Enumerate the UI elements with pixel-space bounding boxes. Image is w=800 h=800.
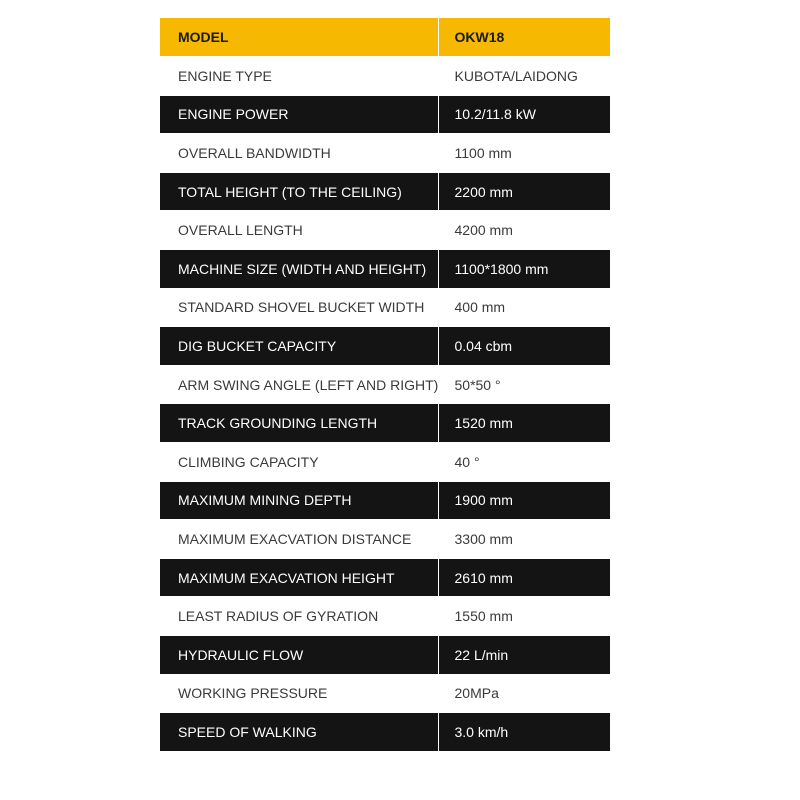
table-row xyxy=(160,443,610,482)
header-label-cell: MODEL xyxy=(160,18,438,57)
table-row xyxy=(160,57,610,96)
spec-label: ARM SWING ANGLE (LEFT AND RIGHT) xyxy=(160,365,438,404)
spec-value: 22 L/min xyxy=(438,636,610,675)
spec-label: SPEED OF WALKING xyxy=(160,713,438,752)
spec-label: WORKING PRESSURE xyxy=(160,674,438,713)
spec-value: 1100 mm xyxy=(438,134,610,173)
spec-label: STANDARD SHOVEL BUCKET WIDTH xyxy=(160,288,438,327)
spec-label: ENGINE TYPE xyxy=(160,57,438,96)
spec-value: 2610 mm xyxy=(438,558,610,597)
table-row xyxy=(160,365,610,404)
table-row xyxy=(160,597,610,636)
spec-label: MAXIMUM MINING DEPTH xyxy=(160,481,438,520)
spec-value: 3300 mm xyxy=(438,520,610,559)
spec-label: LEAST RADIUS OF GYRATION xyxy=(160,597,438,636)
spec-table xyxy=(160,18,610,751)
spec-value: 1550 mm xyxy=(438,597,610,636)
table-row xyxy=(160,288,610,327)
table-row xyxy=(160,713,610,752)
spec-value: KUBOTA/LAIDONG xyxy=(438,57,610,96)
spec-value: 10.2/11.8 kW xyxy=(438,95,610,134)
spec-value: 50*50 ° xyxy=(438,365,610,404)
table-row xyxy=(160,250,610,289)
table-row xyxy=(160,520,610,559)
table-row xyxy=(160,134,610,173)
spec-label: OVERALL BANDWIDTH xyxy=(160,134,438,173)
spec-value: 2200 mm xyxy=(438,172,610,211)
spec-label: CLIMBING CAPACITY xyxy=(160,443,438,482)
table-row xyxy=(160,211,610,250)
spec-label: MAXIMUM EXACVATION HEIGHT xyxy=(160,558,438,597)
table-row xyxy=(160,674,610,713)
spec-value: 20MPa xyxy=(438,674,610,713)
spec-label: MACHINE SIZE (WIDTH AND HEIGHT) xyxy=(160,250,438,289)
spec-label: DIG BUCKET CAPACITY xyxy=(160,327,438,366)
table-row xyxy=(160,327,610,366)
spec-value: 400 mm xyxy=(438,288,610,327)
table-row xyxy=(160,404,610,443)
table-row xyxy=(160,636,610,675)
table-row xyxy=(160,558,610,597)
spec-label: HYDRAULIC FLOW xyxy=(160,636,438,675)
spec-value: 3.0 km/h xyxy=(438,713,610,752)
table-row xyxy=(160,95,610,134)
spec-value: 1100*1800 mm xyxy=(438,250,610,289)
spec-label: ENGINE POWER xyxy=(160,95,438,134)
spec-value: 0.04 cbm xyxy=(438,327,610,366)
spec-value: 1900 mm xyxy=(438,481,610,520)
table-row xyxy=(160,481,610,520)
spec-label: TOTAL HEIGHT (TO THE CEILING) xyxy=(160,172,438,211)
spec-value: 4200 mm xyxy=(438,211,610,250)
spec-label: MAXIMUM EXACVATION DISTANCE xyxy=(160,520,438,559)
spec-label: TRACK GROUNDING LENGTH xyxy=(160,404,438,443)
table-header-row xyxy=(160,18,610,57)
header-value-cell: OKW18 xyxy=(438,18,610,57)
spec-label: OVERALL LENGTH xyxy=(160,211,438,250)
table-row xyxy=(160,172,610,211)
spec-value: 1520 mm xyxy=(438,404,610,443)
spec-value: 40 ° xyxy=(438,443,610,482)
